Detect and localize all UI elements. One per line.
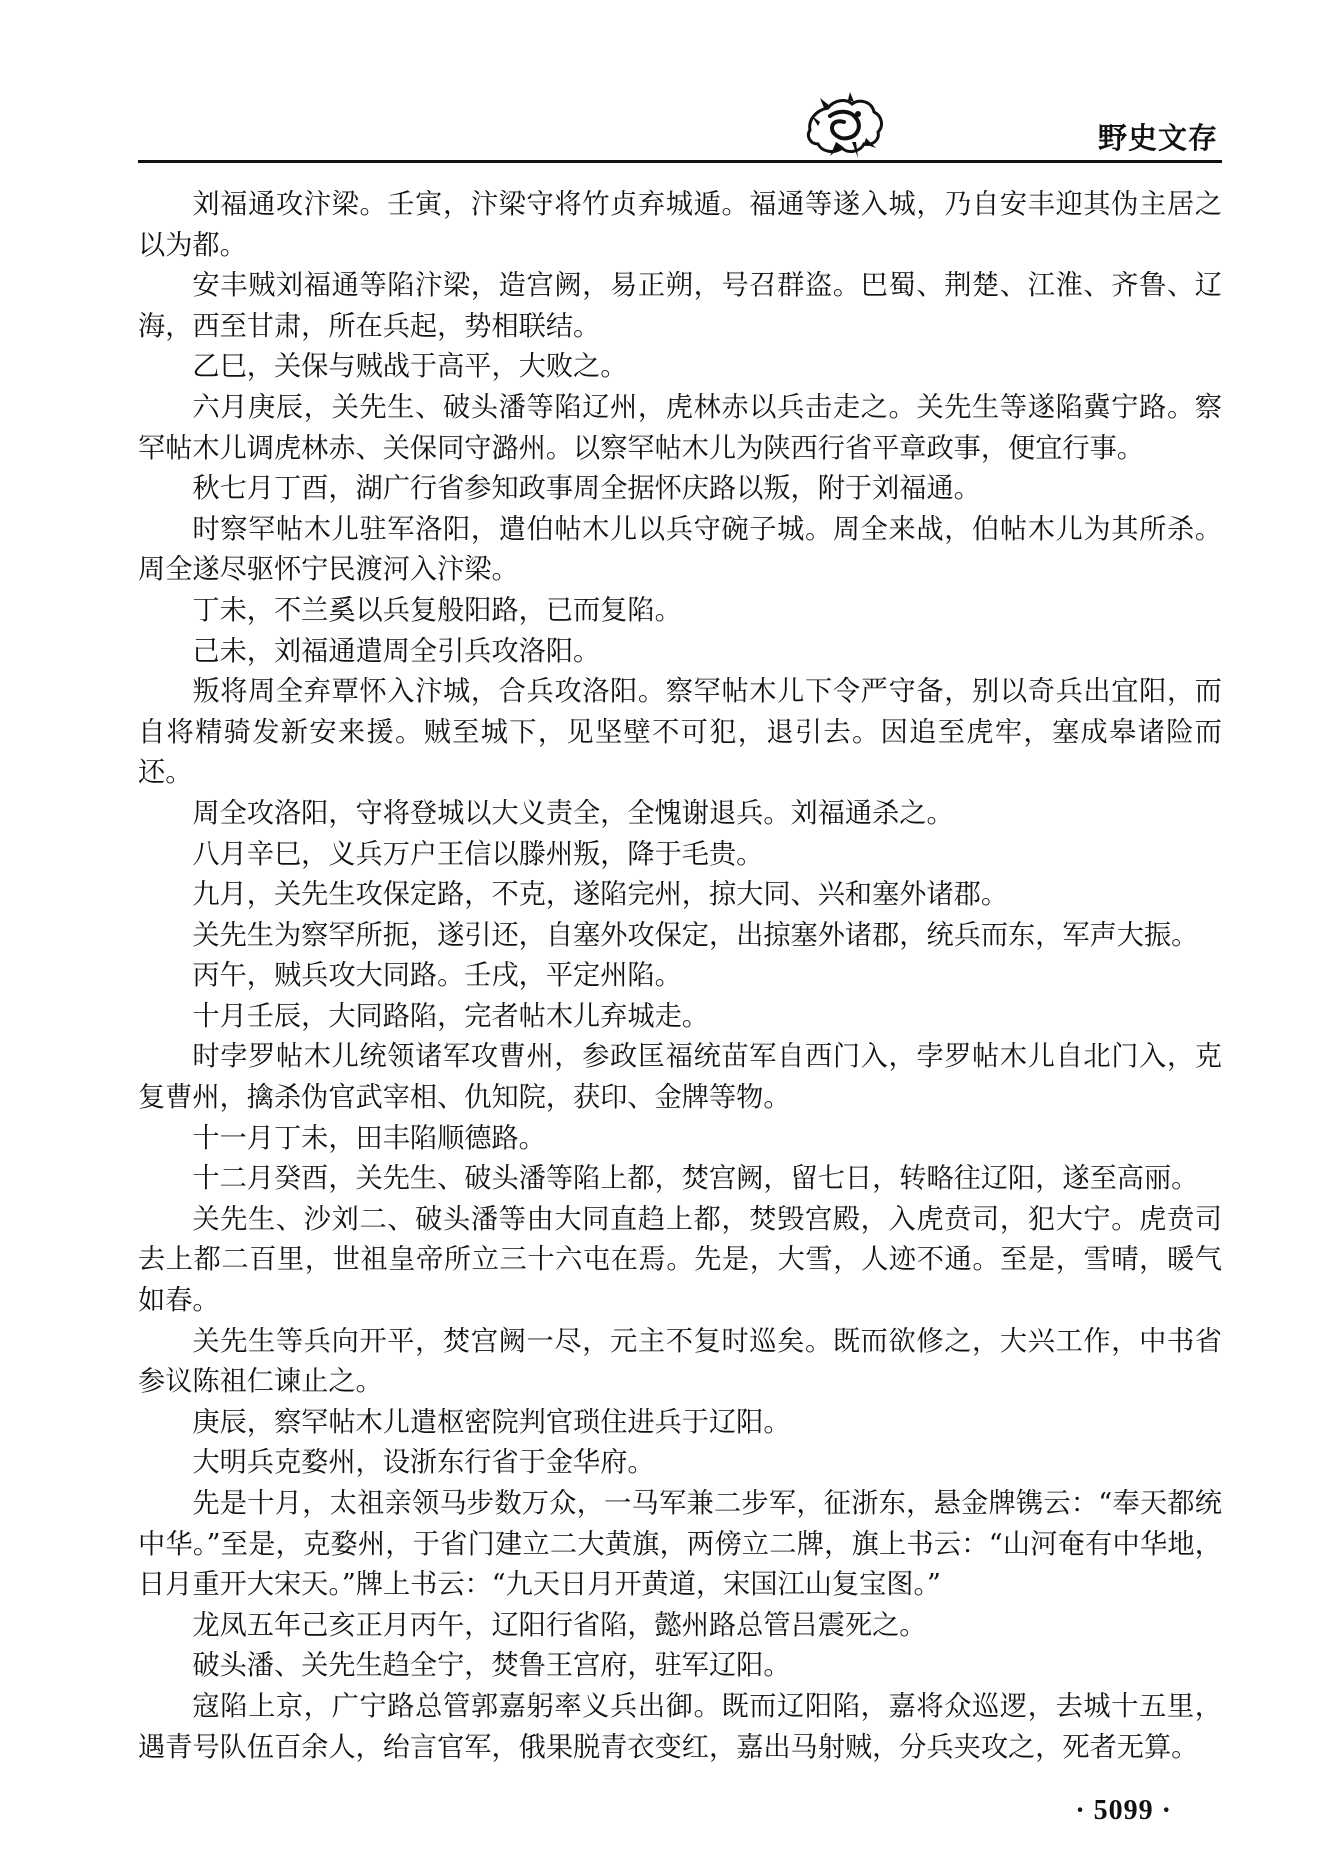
paragraph: 丁未，不兰奚以兵复般阳路，已而复陷。 (192, 594, 682, 626)
paragraph: 九月，关先生攻保定路，不克，遂陷完州，掠大同、兴和塞外诸郡。 (192, 879, 1009, 911)
paragraph: 大明兵克婺州，设浙东行省于金华府。 (192, 1447, 655, 1479)
body-text (138, 185, 1222, 1768)
paragraph: 刘福通攻汴梁。壬寅，汴梁守将竹贞弃城遁。福通等遂入城，乃自安丰迎其伪主居之以为都。 (138, 189, 1222, 261)
paragraph: 叛将周全弃覃怀入汴城，合兵攻洛阳。察罕帖木儿下令严守备，别以奇兵出宜阳，而自将精骑发新安来援。贼至城下，见坚壁不可犯，退引去。因追至虎牢，塞成皋诸险而还。 (138, 676, 1222, 789)
series-title: 野史文存 (1097, 121, 1218, 155)
paragraph: 破头潘、关先生趋全宁，焚鲁王宫府，驻军辽阳。 (192, 1650, 791, 1682)
paragraph: 时察罕帖木儿驻军洛阳，遣伯帖木儿以兵守碗子城。周全来战，伯帖木儿为其所杀。周全遂尽驱怀宁民渡河入汴梁。 (138, 513, 1222, 586)
paragraph: 关先生等兵向开平，焚宫阙一尽，元主不复时巡矣。既而欲修之，大兴工作，中书省参议陈祖仁谏止之。 (138, 1325, 1222, 1398)
paragraph: 安丰贼刘福通等陷汴梁，造宫阙，易正朔，号召群盗。巴蜀、荆楚、江淮、齐鲁、辽海，西至甘肃，所在兵起，势相联结。 (138, 270, 1222, 342)
paragraph: 时孛罗帖木儿统领诸军攻曹州，参政匡福统苗军自西门入，孛罗帖木儿自北门入，克复曹州，擒杀伪官武宰相、仇知院，获印、金牌等物。 (138, 1041, 1222, 1114)
paragraph: 丙午，贼兵攻大同路。壬戌，平定州陷。 (192, 960, 682, 992)
paragraph: 乙巳，关保与贼战于高平，大败之。 (192, 351, 628, 383)
paragraph: 周全攻洛阳，守将登城以大义责全，全愧谢退兵。刘福通杀之。 (192, 797, 954, 829)
dragon-emblem-icon (800, 92, 886, 164)
paragraph: 十二月癸酉，关先生、破头潘等陷上都，焚宫阙，留七日，转略往辽阳，遂至高丽。 (192, 1163, 1199, 1195)
paragraph: 龙凤五年己亥正月丙午，辽阳行省陷，懿州路总管吕震死之。 (192, 1609, 927, 1641)
paragraph: 八月辛巳，义兵万户王信以滕州叛，降于毛贵。 (192, 838, 764, 870)
page-header (0, 0, 1322, 170)
header-divider (138, 160, 1222, 163)
paragraph: 秋七月丁酉，湖广行省参知政事周全据怀庆路以叛，附于刘福通。 (192, 473, 981, 505)
paragraph: 寇陷上京，广宁路总管郭嘉躬率义兵出御。既而辽阳陷，嘉将众巡逻，去城十五里，遇青号队伍百余人，绐言官军，俄果脱青衣变红，嘉出马射贼，分兵夹攻之，死者无算。 (138, 1690, 1222, 1763)
paragraph: 十月壬辰，大同路陷，完者帖木儿弃城走。 (192, 1000, 709, 1032)
paragraph: 十一月丁未，田丰陷顺德路。 (192, 1122, 546, 1154)
page-number: · 5099 · (1075, 1795, 1172, 1826)
paragraph: 庚辰，察罕帖木儿遣枢密院判官琐住进兵于辽阳。 (192, 1406, 791, 1438)
paragraph: 关先生为察罕所扼，遂引还，自塞外攻保定，出掠塞外诸郡，统兵而东，军声大振。 (192, 919, 1199, 951)
paragraph: 六月庚辰，关先生、破头潘等陷辽州，虎林赤以兵击走之。关先生等遂陷冀宁路。察罕帖木儿调虎林赤、关保同守潞州。以察罕帖木儿为陕西行省平章政事，便宜行事。 (138, 391, 1222, 464)
paragraph: 关先生、沙刘二、破头潘等由大同直趋上都，焚毁宫殿，入虎贲司，犯大宁。虎贲司去上都二百里，世祖皇帝所立三十六屯在焉。先是，大雪，人迹不通。至是，雪晴，暖气如春。 (138, 1203, 1222, 1317)
paragraph: 己未，刘福通遣周全引兵攻洛阳。 (192, 635, 601, 667)
paragraph: 先是十月，太祖亲领马步数万众，一马军兼二步军，征浙东，悬金牌镌云：“奉天都统中华。”至是，克婺州，于省门建立二大黄旗，两傍立二牌，旗上书云：“山河奄有中华地，日月重开大宋天。”牌上书云：“九天日月开黄道，宋国江山复宝图。” (138, 1488, 1222, 1601)
